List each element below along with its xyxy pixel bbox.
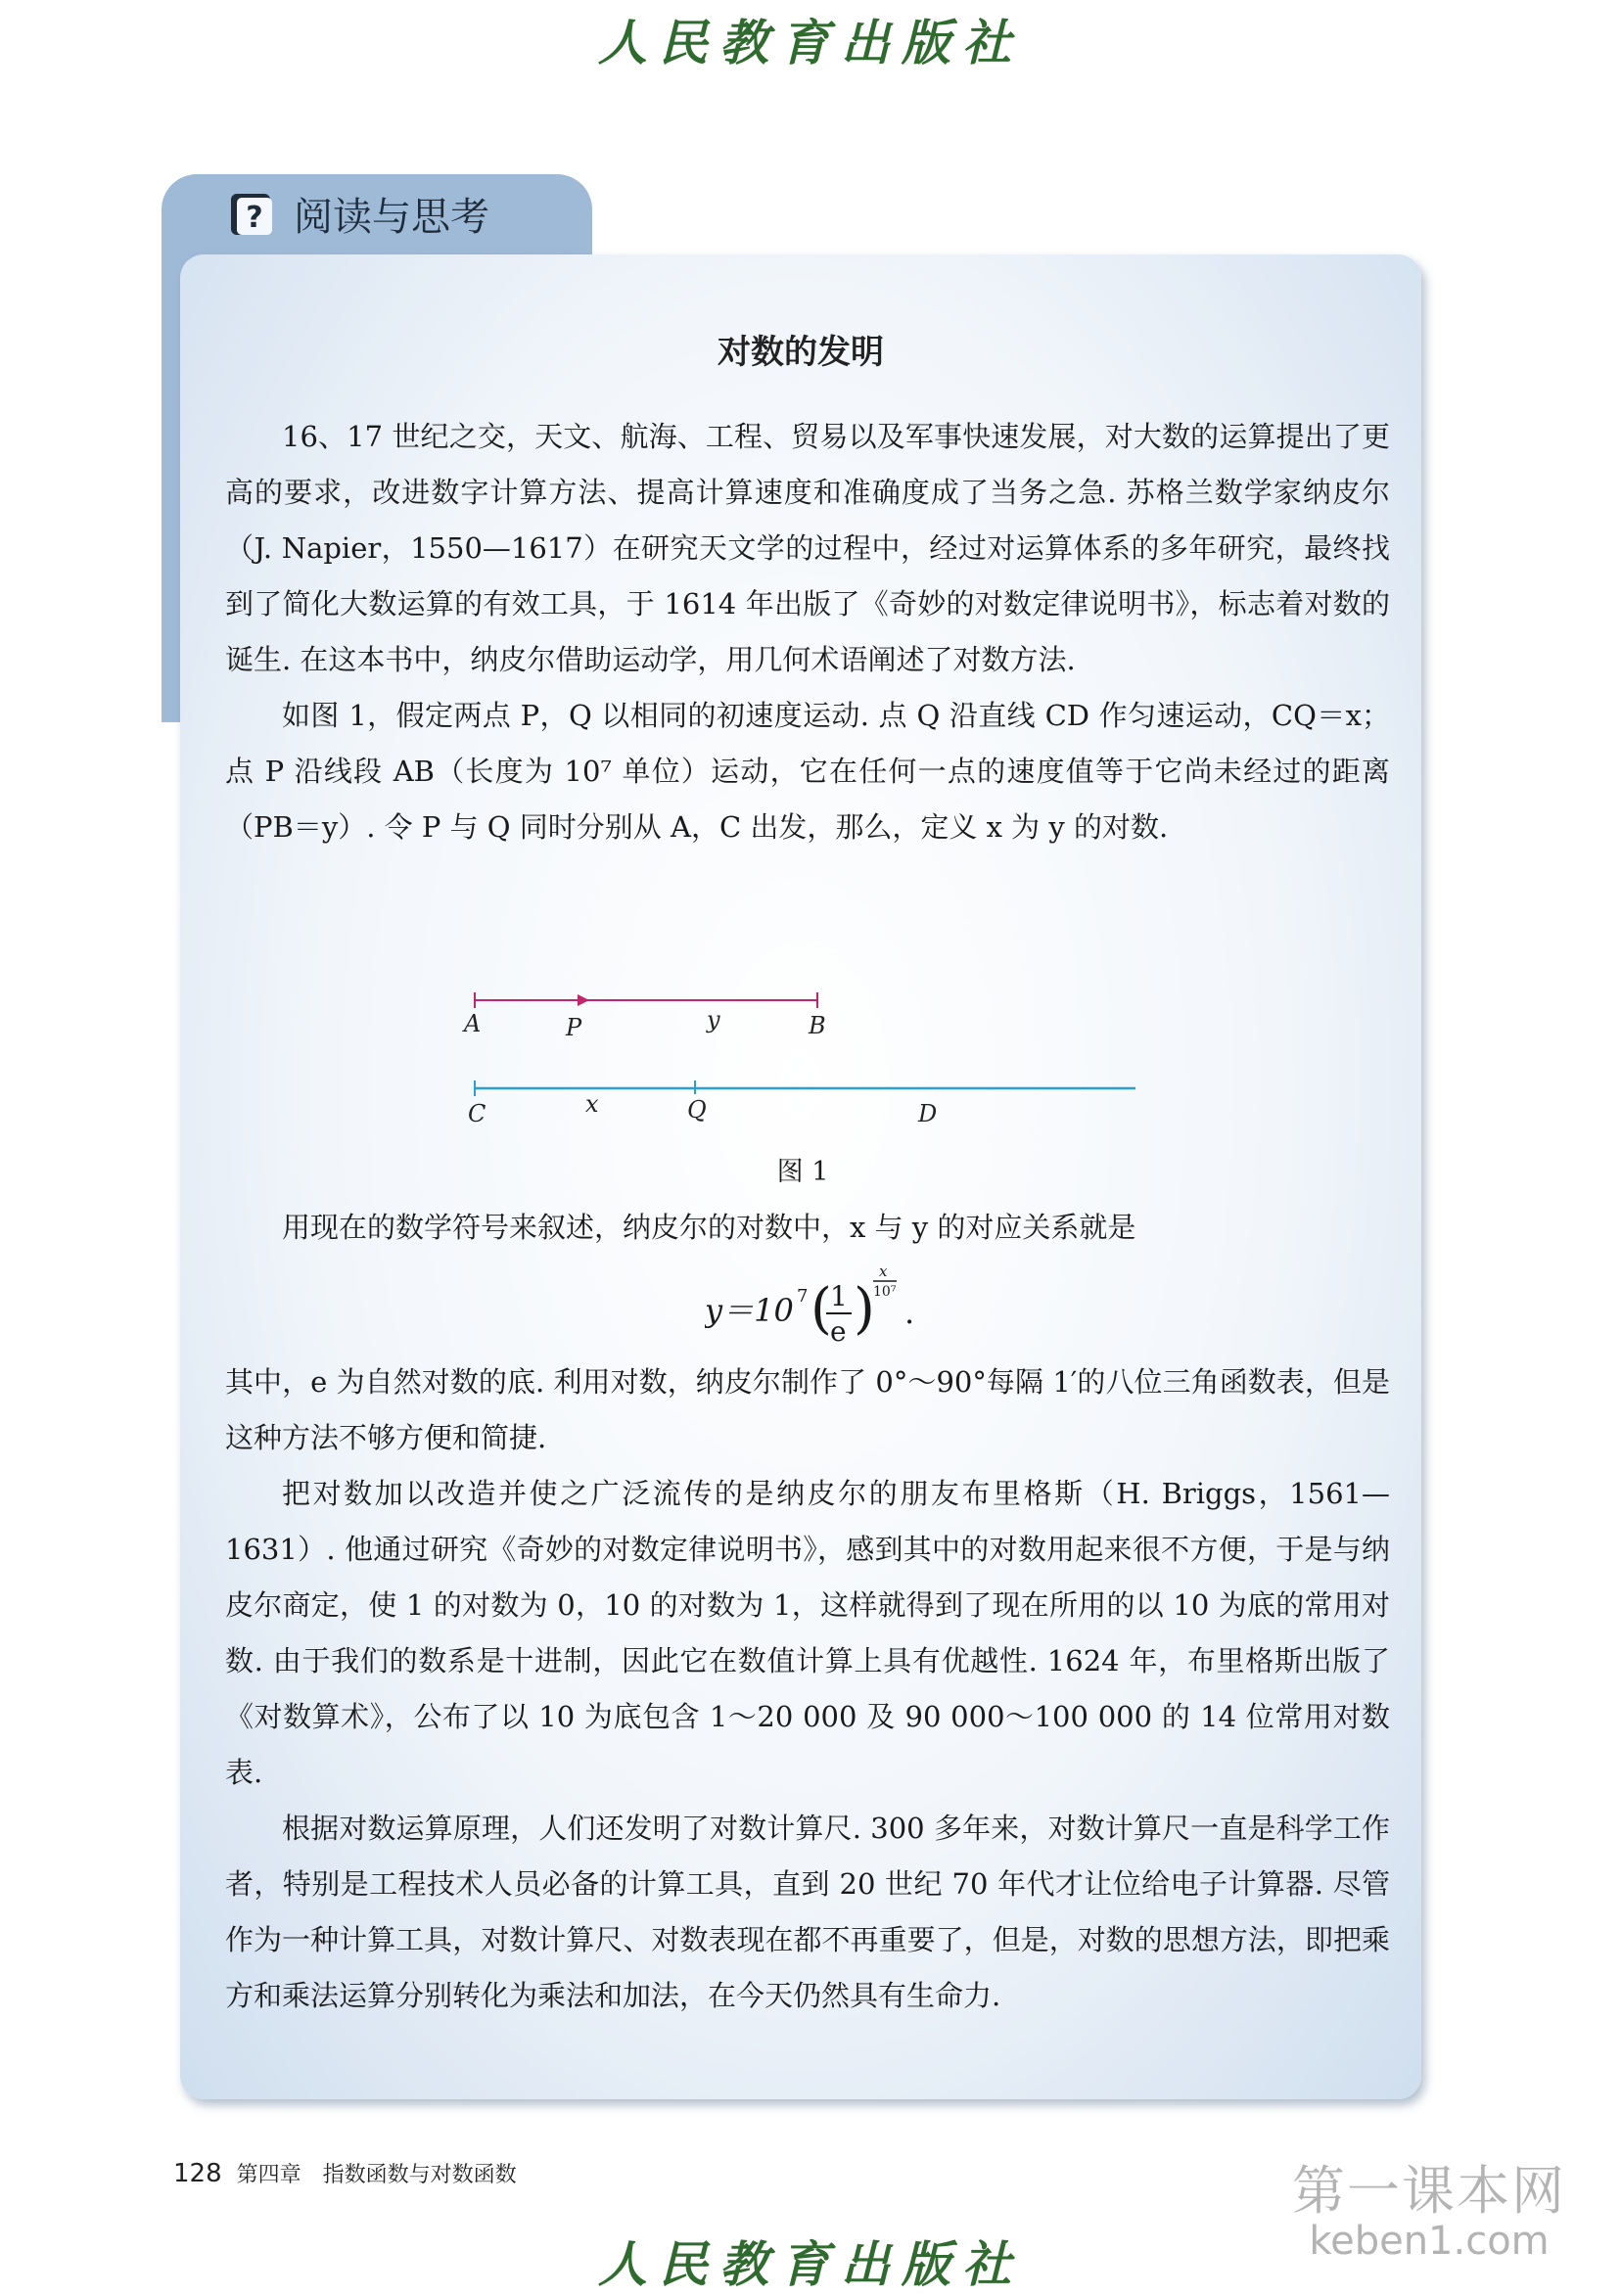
formula-intro-block [225, 1200, 1390, 1256]
formula-exp-den: 10⁷ [873, 1284, 897, 1300]
paragraph-1: 16、17 世纪之交，天文、航海、工程、贸易以及军事快速发展，对大数的运算提出了更高的要求，改进数字计算方法、提高计算速度和准确度成了当务之急. 苏格兰数学家纳皮尔（J. Napier，1550—1617）在研究天文学的过程中，经过对运算体系的多年研究，最终找到了简化大数运算的有效工具，于 1614 年出版了《奇妙的对数定律说明书》，标志着对数的诞生. 在这本书中，纳皮尔借助运动学，用几何术语阐述了对数方法. [225, 420, 1390, 676]
svg-text:): ) [854, 1277, 875, 1341]
formula-exp-num: x [879, 1263, 888, 1280]
paragraph-3: 其中，e 为自然对数的底. 利用对数，纳皮尔制作了 0°～90°每隔 1′的八位三角函数表，但是这种方法不够方便和简捷. [225, 1365, 1390, 1454]
label-a: A [464, 1010, 482, 1037]
watermark-line1: 第一课本网 [1292, 2160, 1566, 2222]
paragraph-5: 根据对数运算原理，人们还发明了对数计算尺. 300 多年来，对数计算尺一直是科学工作者，特别是工程技术人员必备的计算工具，直到 20 世纪 70 年代才让位给电子计算器. 尽管作为一种计算工具，对数计算尺、对数表现在都不再重要了，但是，对数的思想方法，即把乘方和乘法运算分别转化为乘法和加法，在今天仍然具有生命力. [225, 1812, 1390, 2012]
label-x: x [585, 1090, 599, 1118]
watermark-line2: keben1.com [1309, 2219, 1550, 2264]
formula-lhs: y＝10 [705, 1292, 794, 1329]
question-book-icon [227, 188, 280, 241]
label-b: B [809, 1012, 826, 1039]
section-label: 阅读与思考 [294, 195, 489, 240]
arrow-p [578, 994, 589, 1006]
page-footer [173, 2158, 517, 2188]
label-c: C [468, 1100, 486, 1125]
paragraph-4: 把对数加以改造并使之广泛流传的是纳皮尔的朋友布里格斯（H. Briggs，1561—1631）. 他通过研究《奇妙的对数定律说明书》，感到其中的对数用起来很不方便，于是与纳皮尔商定，使 1 的对数为 0，10 的对数为 1，这样就得到了现在所用的以 10 为底的常用对数. 由于我们的数系是十进制，因此它在数值计算上具有优越性. 1624 年，布里格斯出版了《对数算术》，公布了以 10 为底包含 1～20 000 及 90 000～100 000 的 14 位常用对数表. [225, 1477, 1390, 1789]
article-body-bottom [225, 1355, 1390, 2024]
label-q: Q [687, 1096, 707, 1124]
page-number: 128 [173, 2159, 222, 2188]
article-title: 对数的发明 [718, 333, 884, 372]
svg-text:(: ( [810, 1277, 832, 1341]
napier-formula [705, 1253, 959, 1360]
paragraph-2: 如图 1，假定两点 P，Q 以相同的初速度运动. 点 Q 沿直线 CD 作匀速运动，CQ＝x；点 P 沿线段 AB（长度为 10⁷ 单位）运动，它在任何一点的速度值等于它尚未经过的距离（PB＝y）. 令 P 与 Q 同时分别从 A，C 出发，那么，定义 x 为 y 的对数. [225, 699, 1390, 844]
label-p: P [566, 1014, 582, 1041]
figure-caption: 图 1 [776, 1157, 829, 1187]
svg-text:?: ? [246, 201, 263, 235]
label-d: D [918, 1100, 938, 1125]
publisher-footer: 人民教育出版社 [598, 2235, 1023, 2293]
formula-frac-num: 1 [830, 1280, 848, 1312]
publisher-header: 人民教育出版社 [598, 14, 1023, 71]
formula-frac-den: e [830, 1315, 847, 1348]
article-body-top [225, 409, 1390, 855]
formula-intro: 用现在的数学符号来叙述，纳皮尔的对数中，x 与 y 的对应关系就是 [282, 1211, 1136, 1244]
formula-base-exp: 7 [797, 1286, 809, 1307]
chapter-title: 第四章 指数函数与对数函数 [236, 2163, 517, 2187]
formula-end: . [904, 1294, 915, 1331]
label-y: y [707, 1006, 720, 1033]
figure-1-diagram [431, 979, 1175, 1125]
